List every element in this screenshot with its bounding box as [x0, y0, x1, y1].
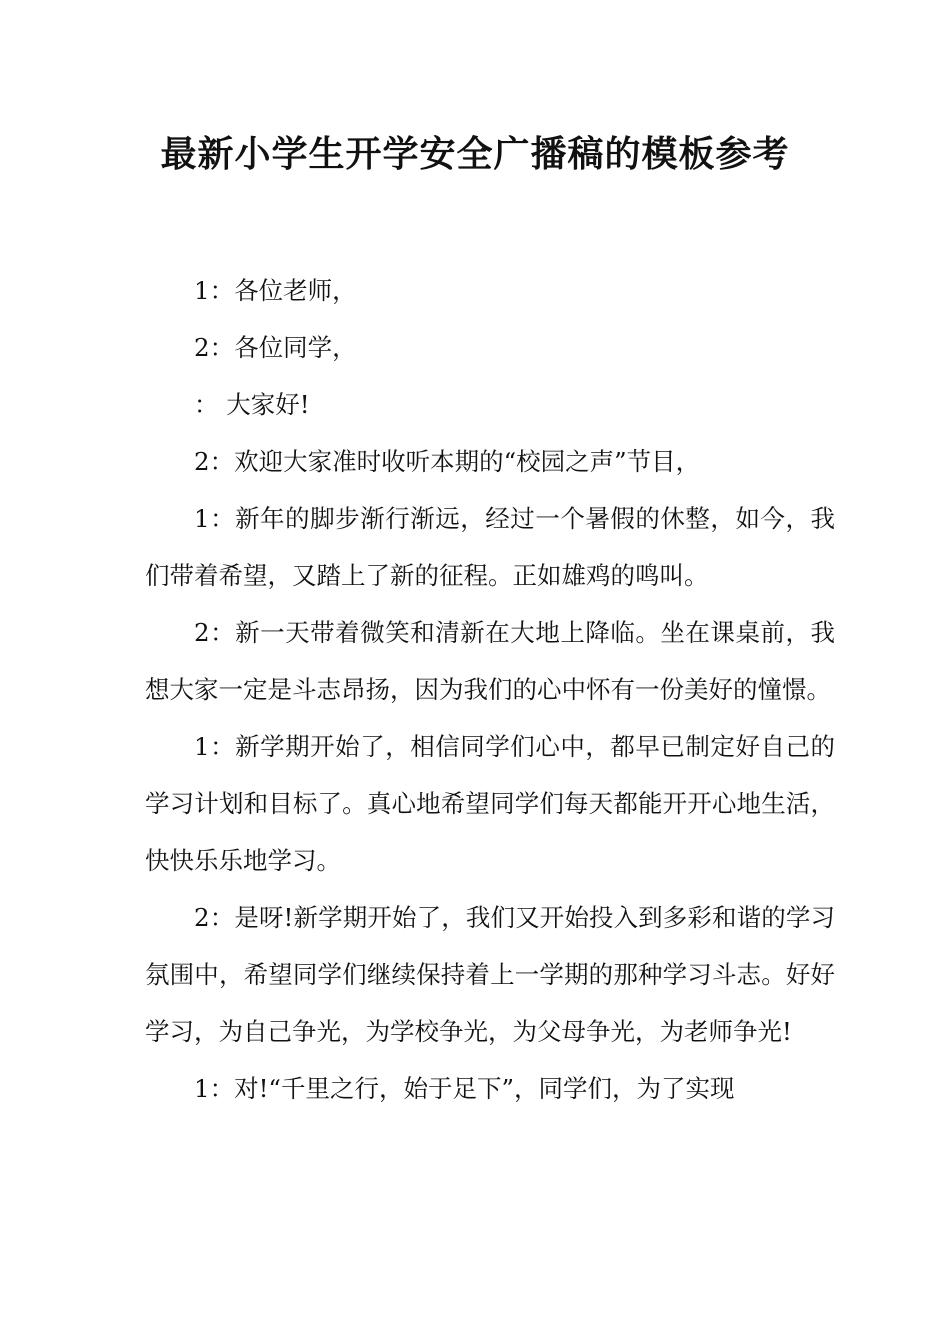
document-title: 最新小学生开学安全广播稿的模板参考 — [160, 133, 790, 175]
paragraph: 1：对!“千里之行，始于足下”，同学们，为了实现 — [194, 1074, 735, 1103]
paragraph: 1：新年的脚步渐行渐远，经过一个暑假的休整，如今，我们带着希望，又踏上了新的征程。正如雄鸡的鸣叫。 — [145, 504, 835, 590]
paragraph: 1：新学期开始了，相信同学们心中，都早已制定好自己的学习计划和目标了。真心地希望同学们每天都能开开心地生活，快快乐乐地学习。 — [145, 732, 835, 875]
paragraph: 1：各位老师， — [194, 276, 357, 305]
paragraph: 2：是呀!新学期开始了，我们又开始投入到多彩和谐的学习氛围中，希望同学们继续保持着上一学期的那种学习斗志。好好学习，为自己争光，为学校争光，为父母争光，为老师争光! — [145, 903, 835, 1046]
paragraph: ： 大家好! — [194, 390, 310, 419]
paragraph: 2：新一天带着微笑和清新在大地上降临。坐在课桌前，我想大家一定是斗志昂扬，因为我们的心中怀有一份美好的憧憬。 — [145, 618, 835, 704]
paragraph: 2：各位同学， — [194, 333, 357, 362]
paragraph: 2：欢迎大家准时收听本期的“校园之声”节目， — [194, 447, 701, 476]
document-body — [145, 262, 835, 1117]
